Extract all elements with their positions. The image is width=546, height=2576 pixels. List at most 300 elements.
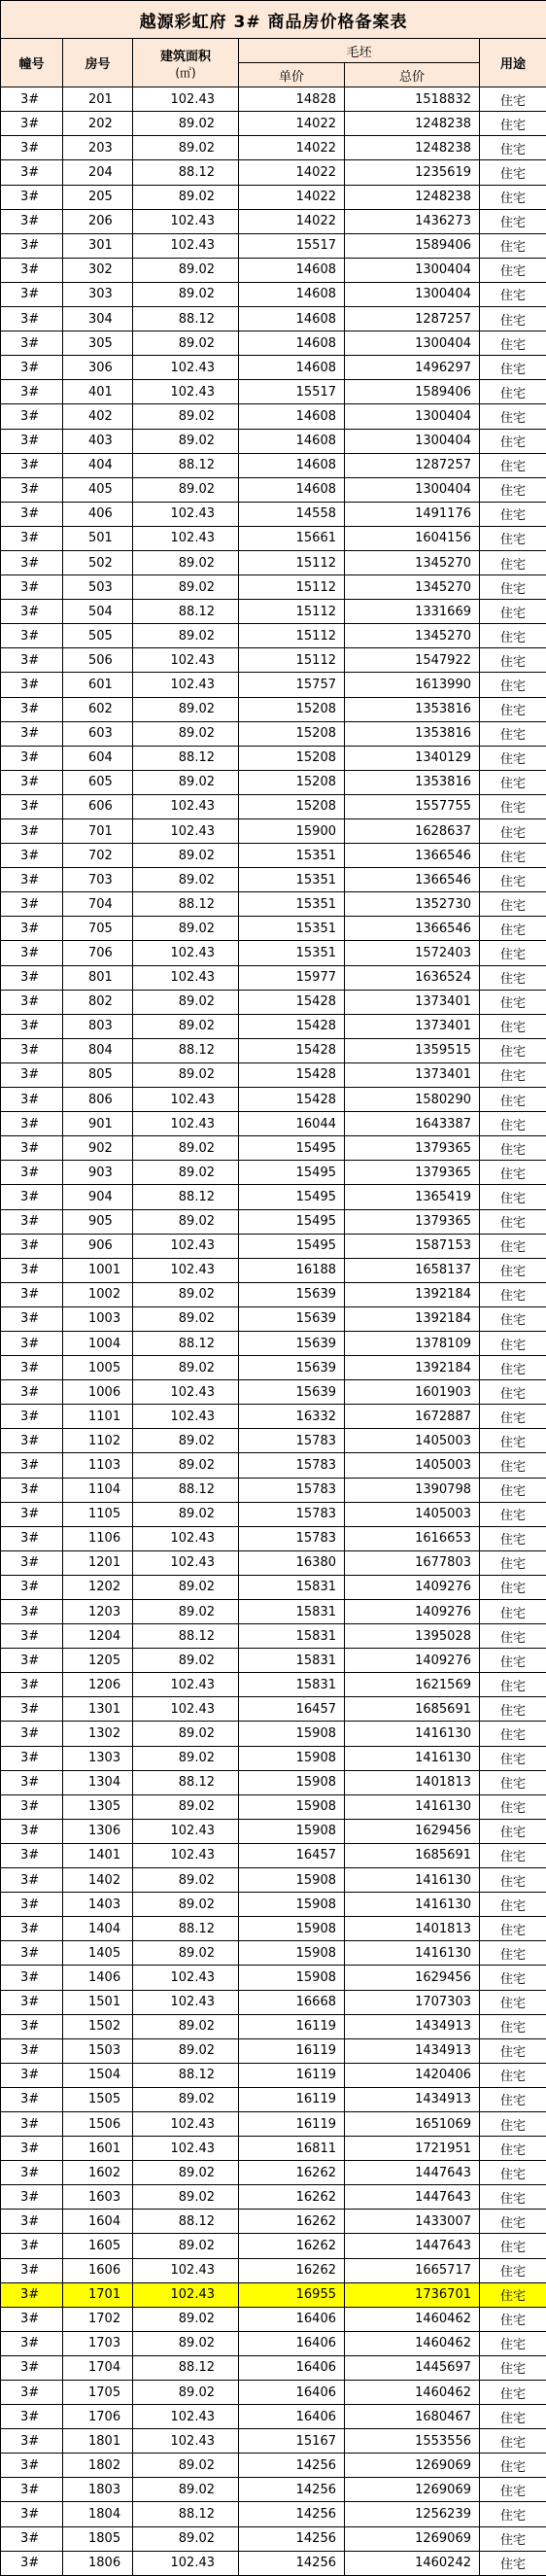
table-row bbox=[1, 356, 546, 380]
cell-total-price: 1665717 bbox=[345, 2258, 480, 2282]
cell-room: 204 bbox=[63, 160, 133, 185]
cell-building: 3# bbox=[1, 648, 63, 673]
cell-building: 3# bbox=[1, 1356, 63, 1380]
cell-room: 502 bbox=[63, 550, 133, 574]
cell-unit-price: 16262 bbox=[239, 2185, 345, 2210]
table-title: 越源彩虹府 3# 商品房价格备案表 bbox=[1, 1, 546, 39]
table-row bbox=[1, 819, 546, 844]
table-row bbox=[1, 1868, 546, 1893]
cell-total-price: 1677803 bbox=[345, 1550, 480, 1575]
cell-unit-price: 15208 bbox=[239, 794, 345, 818]
cell-area: 102.43 bbox=[133, 356, 239, 380]
cell-unit-price: 14022 bbox=[239, 160, 345, 185]
cell-building: 3# bbox=[1, 1770, 63, 1794]
cell-total-price: 1491176 bbox=[345, 502, 480, 526]
cell-area: 88.12 bbox=[133, 600, 239, 624]
cell-room: 404 bbox=[63, 453, 133, 477]
cell-area: 89.02 bbox=[133, 258, 239, 282]
cell-building: 3# bbox=[1, 1088, 63, 1112]
cell-building: 3# bbox=[1, 1258, 63, 1282]
cell-building: 3# bbox=[1, 2014, 63, 2038]
cell-total-price: 1587153 bbox=[345, 1234, 480, 1258]
cell-room: 702 bbox=[63, 844, 133, 868]
cell-room: 1303 bbox=[63, 1746, 133, 1770]
header-area-line1: 建筑面积 bbox=[133, 46, 238, 64]
cell-unit-price: 15783 bbox=[239, 1453, 345, 1478]
table-row bbox=[1, 1161, 546, 1185]
cell-area: 89.02 bbox=[133, 770, 239, 794]
table-row bbox=[1, 1234, 546, 1258]
cell-unit-price: 14608 bbox=[239, 307, 345, 331]
cell-area: 89.02 bbox=[133, 429, 239, 453]
cell-area: 102.43 bbox=[133, 1697, 239, 1722]
cell-room: 1103 bbox=[63, 1453, 133, 1478]
cell-total-price: 1628637 bbox=[345, 819, 480, 844]
cell-total-price: 1420406 bbox=[345, 2063, 480, 2087]
cell-unit-price: 15908 bbox=[239, 1941, 345, 1966]
cell-building: 3# bbox=[1, 1966, 63, 1990]
cell-room: 1203 bbox=[63, 1600, 133, 1624]
cell-total-price: 1373401 bbox=[345, 1014, 480, 1038]
table-row bbox=[1, 2137, 546, 2161]
cell-usage: 住宅 bbox=[480, 1697, 546, 1722]
cell-usage: 住宅 bbox=[480, 1380, 546, 1405]
table-row bbox=[1, 746, 546, 770]
cell-usage: 住宅 bbox=[480, 746, 546, 770]
cell-area: 89.02 bbox=[133, 2038, 239, 2063]
cell-usage: 住宅 bbox=[480, 429, 546, 453]
cell-total-price: 1378109 bbox=[345, 1331, 480, 1355]
cell-room: 1205 bbox=[63, 1649, 133, 1673]
cell-building: 3# bbox=[1, 697, 63, 721]
cell-unit-price: 16119 bbox=[239, 2014, 345, 2038]
cell-unit-price: 15908 bbox=[239, 1722, 345, 1746]
table-row bbox=[1, 624, 546, 648]
cell-unit-price: 15908 bbox=[239, 1770, 345, 1794]
table-row bbox=[1, 2526, 546, 2551]
cell-unit-price: 14256 bbox=[239, 2551, 345, 2575]
cell-usage: 住宅 bbox=[480, 1282, 546, 1306]
cell-unit-price: 15495 bbox=[239, 1136, 345, 1161]
cell-usage: 住宅 bbox=[480, 1356, 546, 1380]
cell-total-price: 1353816 bbox=[345, 697, 480, 721]
table-row bbox=[1, 794, 546, 818]
cell-unit-price: 15908 bbox=[239, 1868, 345, 1893]
cell-area: 89.02 bbox=[133, 1062, 239, 1087]
cell-total-price: 1395028 bbox=[345, 1624, 480, 1649]
cell-usage: 住宅 bbox=[480, 2063, 546, 2087]
cell-room: 606 bbox=[63, 794, 133, 818]
cell-area: 102.43 bbox=[133, 648, 239, 673]
cell-area: 88.12 bbox=[133, 1331, 239, 1355]
table-row bbox=[1, 1453, 546, 1478]
table-row bbox=[1, 1062, 546, 1087]
cell-building: 3# bbox=[1, 136, 63, 160]
cell-usage: 住宅 bbox=[480, 2137, 546, 2161]
cell-area: 89.02 bbox=[133, 2161, 239, 2185]
cell-usage: 住宅 bbox=[480, 575, 546, 600]
table-row bbox=[1, 429, 546, 453]
table-row bbox=[1, 673, 546, 697]
cell-area: 89.02 bbox=[133, 1868, 239, 1893]
table-row bbox=[1, 453, 546, 477]
cell-unit-price: 16406 bbox=[239, 2331, 345, 2355]
cell-building: 3# bbox=[1, 2038, 63, 2063]
table-row bbox=[1, 526, 546, 550]
cell-total-price: 1643387 bbox=[345, 1112, 480, 1136]
cell-building: 3# bbox=[1, 2355, 63, 2380]
cell-room: 804 bbox=[63, 1038, 133, 1062]
cell-area: 89.02 bbox=[133, 1893, 239, 1917]
cell-unit-price: 15351 bbox=[239, 844, 345, 868]
cell-room: 1803 bbox=[63, 2478, 133, 2502]
cell-total-price: 1287257 bbox=[345, 453, 480, 477]
header-room: 房号 bbox=[63, 39, 133, 87]
table-row bbox=[1, 136, 546, 160]
cell-usage: 住宅 bbox=[480, 1185, 546, 1209]
cell-room: 1603 bbox=[63, 2185, 133, 2210]
cell-total-price: 1616653 bbox=[345, 1526, 480, 1550]
cell-unit-price: 14608 bbox=[239, 453, 345, 477]
cell-usage: 住宅 bbox=[480, 1624, 546, 1649]
cell-area: 89.02 bbox=[133, 844, 239, 868]
table-row bbox=[1, 868, 546, 892]
cell-area: 89.02 bbox=[133, 477, 239, 502]
cell-unit-price: 15517 bbox=[239, 380, 345, 404]
cell-area: 89.02 bbox=[133, 185, 239, 209]
cell-area: 89.02 bbox=[133, 112, 239, 136]
cell-total-price: 1613990 bbox=[345, 673, 480, 697]
cell-total-price: 1300404 bbox=[345, 429, 480, 453]
cell-unit-price: 15351 bbox=[239, 892, 345, 917]
cell-area: 102.43 bbox=[133, 233, 239, 258]
cell-area: 89.02 bbox=[133, 2234, 239, 2258]
cell-room: 406 bbox=[63, 502, 133, 526]
cell-room: 1606 bbox=[63, 2258, 133, 2282]
cell-area: 102.43 bbox=[133, 1526, 239, 1550]
table-row bbox=[1, 1575, 546, 1599]
cell-area: 102.43 bbox=[133, 1990, 239, 2014]
cell-usage: 住宅 bbox=[480, 965, 546, 990]
cell-building: 3# bbox=[1, 233, 63, 258]
cell-room: 603 bbox=[63, 721, 133, 746]
cell-total-price: 1373401 bbox=[345, 1062, 480, 1087]
cell-building: 3# bbox=[1, 2429, 63, 2454]
cell-usage: 住宅 bbox=[480, 282, 546, 306]
cell-unit-price: 16188 bbox=[239, 1258, 345, 1282]
table-row bbox=[1, 2258, 546, 2282]
cell-unit-price: 16811 bbox=[239, 2137, 345, 2161]
cell-unit-price: 15831 bbox=[239, 1575, 345, 1599]
cell-room: 1104 bbox=[63, 1478, 133, 1502]
cell-room: 1302 bbox=[63, 1722, 133, 1746]
cell-unit-price: 14608 bbox=[239, 331, 345, 356]
cell-area: 89.02 bbox=[133, 575, 239, 600]
cell-total-price: 1300404 bbox=[345, 258, 480, 282]
cell-unit-price: 15831 bbox=[239, 1649, 345, 1673]
cell-room: 1506 bbox=[63, 2111, 133, 2136]
cell-area: 102.43 bbox=[133, 1088, 239, 1112]
cell-room: 1704 bbox=[63, 2355, 133, 2380]
cell-unit-price: 15783 bbox=[239, 1526, 345, 1550]
cell-total-price: 1447643 bbox=[345, 2161, 480, 2185]
table-row bbox=[1, 1697, 546, 1722]
cell-area: 89.02 bbox=[133, 1453, 239, 1478]
cell-usage: 住宅 bbox=[480, 721, 546, 746]
cell-usage: 住宅 bbox=[480, 2502, 546, 2526]
cell-room: 1101 bbox=[63, 1405, 133, 1429]
cell-building: 3# bbox=[1, 600, 63, 624]
cell-unit-price: 15208 bbox=[239, 697, 345, 721]
cell-unit-price: 15167 bbox=[239, 2429, 345, 2454]
table-row bbox=[1, 2014, 546, 2038]
table-row bbox=[1, 2478, 546, 2502]
cell-total-price: 1436273 bbox=[345, 209, 480, 233]
cell-unit-price: 15908 bbox=[239, 1893, 345, 1917]
cell-total-price: 1392184 bbox=[345, 1282, 480, 1306]
cell-building: 3# bbox=[1, 770, 63, 794]
cell-unit-price: 15517 bbox=[239, 233, 345, 258]
table-row bbox=[1, 1405, 546, 1429]
cell-area: 89.02 bbox=[133, 1575, 239, 1599]
table-row bbox=[1, 87, 546, 112]
cell-unit-price: 16119 bbox=[239, 2111, 345, 2136]
cell-area: 89.02 bbox=[133, 697, 239, 721]
cell-unit-price: 15112 bbox=[239, 550, 345, 574]
cell-total-price: 1553556 bbox=[345, 2429, 480, 2454]
cell-area: 102.43 bbox=[133, 1550, 239, 1575]
cell-area: 89.02 bbox=[133, 404, 239, 429]
cell-room: 503 bbox=[63, 575, 133, 600]
cell-room: 306 bbox=[63, 356, 133, 380]
cell-building: 3# bbox=[1, 2282, 63, 2307]
table-row bbox=[1, 331, 546, 356]
cell-building: 3# bbox=[1, 1014, 63, 1038]
cell-total-price: 1518832 bbox=[345, 87, 480, 112]
cell-usage: 住宅 bbox=[480, 160, 546, 185]
cell-usage: 住宅 bbox=[480, 258, 546, 282]
table-row bbox=[1, 892, 546, 917]
cell-room: 1305 bbox=[63, 1794, 133, 1819]
cell-room: 1806 bbox=[63, 2551, 133, 2575]
cell-area: 102.43 bbox=[133, 526, 239, 550]
cell-total-price: 1379365 bbox=[345, 1136, 480, 1161]
cell-room: 1105 bbox=[63, 1502, 133, 1526]
cell-building: 3# bbox=[1, 1478, 63, 1502]
cell-building: 3# bbox=[1, 1380, 63, 1405]
cell-room: 1402 bbox=[63, 1868, 133, 1893]
table-row bbox=[1, 941, 546, 965]
cell-usage: 住宅 bbox=[480, 2355, 546, 2380]
cell-total-price: 1352730 bbox=[345, 892, 480, 917]
cell-room: 1801 bbox=[63, 2429, 133, 2454]
cell-area: 89.02 bbox=[133, 2454, 239, 2478]
cell-room: 1301 bbox=[63, 1697, 133, 1722]
cell-total-price: 1416130 bbox=[345, 1722, 480, 1746]
cell-total-price: 1401813 bbox=[345, 1770, 480, 1794]
cell-usage: 住宅 bbox=[480, 1429, 546, 1453]
cell-total-price: 1416130 bbox=[345, 1893, 480, 1917]
cell-building: 3# bbox=[1, 87, 63, 112]
cell-total-price: 1460462 bbox=[345, 2307, 480, 2331]
cell-unit-price: 15639 bbox=[239, 1356, 345, 1380]
cell-usage: 住宅 bbox=[480, 2210, 546, 2234]
cell-total-price: 1658137 bbox=[345, 1258, 480, 1282]
cell-usage: 住宅 bbox=[480, 1746, 546, 1770]
cell-area: 89.02 bbox=[133, 2331, 239, 2355]
cell-room: 1401 bbox=[63, 1843, 133, 1867]
cell-unit-price: 15112 bbox=[239, 600, 345, 624]
cell-room: 1106 bbox=[63, 1526, 133, 1550]
cell-building: 3# bbox=[1, 1405, 63, 1429]
cell-room: 1706 bbox=[63, 2405, 133, 2429]
cell-unit-price: 15783 bbox=[239, 1478, 345, 1502]
cell-unit-price: 16332 bbox=[239, 1405, 345, 1429]
cell-room: 1502 bbox=[63, 2014, 133, 2038]
cell-usage: 住宅 bbox=[480, 1478, 546, 1502]
cell-unit-price: 15495 bbox=[239, 1209, 345, 1234]
cell-room: 1705 bbox=[63, 2381, 133, 2405]
cell-room: 703 bbox=[63, 868, 133, 892]
cell-area: 102.43 bbox=[133, 1966, 239, 1990]
table-row bbox=[1, 1331, 546, 1355]
cell-area: 88.12 bbox=[133, 1185, 239, 1209]
cell-room: 1802 bbox=[63, 2454, 133, 2478]
cell-building: 3# bbox=[1, 356, 63, 380]
cell-building: 3# bbox=[1, 282, 63, 306]
cell-room: 305 bbox=[63, 331, 133, 356]
cell-building: 3# bbox=[1, 673, 63, 697]
cell-unit-price: 16406 bbox=[239, 2405, 345, 2429]
cell-usage: 住宅 bbox=[480, 2429, 546, 2454]
cell-unit-price: 14256 bbox=[239, 2502, 345, 2526]
header-building: 幢号 bbox=[1, 39, 63, 87]
cell-total-price: 1629456 bbox=[345, 1819, 480, 1843]
cell-room: 505 bbox=[63, 624, 133, 648]
cell-usage: 住宅 bbox=[480, 1550, 546, 1575]
cell-room: 1206 bbox=[63, 1673, 133, 1697]
cell-area: 89.02 bbox=[133, 1746, 239, 1770]
cell-area: 88.12 bbox=[133, 160, 239, 185]
cell-building: 3# bbox=[1, 1917, 63, 1941]
cell-room: 1503 bbox=[63, 2038, 133, 2063]
cell-room: 901 bbox=[63, 1112, 133, 1136]
cell-usage: 住宅 bbox=[480, 136, 546, 160]
cell-room: 504 bbox=[63, 600, 133, 624]
table-row bbox=[1, 185, 546, 209]
table-row bbox=[1, 282, 546, 306]
cell-room: 602 bbox=[63, 697, 133, 721]
cell-usage: 住宅 bbox=[480, 2161, 546, 2185]
table-row bbox=[1, 1550, 546, 1575]
cell-building: 3# bbox=[1, 1624, 63, 1649]
cell-usage: 住宅 bbox=[480, 1209, 546, 1234]
cell-unit-price: 15908 bbox=[239, 1794, 345, 1819]
cell-area: 88.12 bbox=[133, 892, 239, 917]
cell-total-price: 1460462 bbox=[345, 2381, 480, 2405]
cell-room: 1504 bbox=[63, 2063, 133, 2087]
cell-room: 705 bbox=[63, 917, 133, 941]
cell-total-price: 1390798 bbox=[345, 1478, 480, 1502]
cell-building: 3# bbox=[1, 1941, 63, 1966]
cell-area: 89.02 bbox=[133, 1502, 239, 1526]
cell-usage: 住宅 bbox=[480, 356, 546, 380]
cell-usage: 住宅 bbox=[480, 307, 546, 331]
header-usage: 用途 bbox=[480, 39, 546, 87]
cell-room: 1805 bbox=[63, 2526, 133, 2551]
cell-unit-price: 15112 bbox=[239, 648, 345, 673]
table-row bbox=[1, 965, 546, 990]
cell-usage: 住宅 bbox=[480, 1941, 546, 1966]
cell-usage: 住宅 bbox=[480, 819, 546, 844]
cell-room: 805 bbox=[63, 1062, 133, 1087]
cell-unit-price: 15351 bbox=[239, 868, 345, 892]
cell-usage: 住宅 bbox=[480, 233, 546, 258]
table-row bbox=[1, 258, 546, 282]
header-total-price: 总价 bbox=[345, 63, 480, 87]
table-row bbox=[1, 2331, 546, 2355]
cell-building: 3# bbox=[1, 1600, 63, 1624]
table-row bbox=[1, 2307, 546, 2331]
cell-total-price: 1496297 bbox=[345, 356, 480, 380]
table-body bbox=[1, 87, 546, 2576]
table-row bbox=[1, 1941, 546, 1966]
cell-total-price: 1434913 bbox=[345, 2014, 480, 2038]
cell-usage: 住宅 bbox=[480, 990, 546, 1014]
cell-building: 3# bbox=[1, 1234, 63, 1258]
cell-room: 1605 bbox=[63, 2234, 133, 2258]
cell-room: 801 bbox=[63, 965, 133, 990]
cell-area: 102.43 bbox=[133, 1843, 239, 1867]
cell-unit-price: 15495 bbox=[239, 1161, 345, 1185]
cell-usage: 住宅 bbox=[480, 1526, 546, 1550]
cell-total-price: 1331669 bbox=[345, 600, 480, 624]
cell-total-price: 1416130 bbox=[345, 1746, 480, 1770]
cell-usage: 住宅 bbox=[480, 2381, 546, 2405]
cell-unit-price: 15639 bbox=[239, 1380, 345, 1405]
cell-room: 704 bbox=[63, 892, 133, 917]
cell-building: 3# bbox=[1, 917, 63, 941]
cell-unit-price: 14828 bbox=[239, 87, 345, 112]
cell-total-price: 1353816 bbox=[345, 770, 480, 794]
table-row bbox=[1, 2282, 546, 2307]
cell-area: 88.12 bbox=[133, 1478, 239, 1502]
cell-total-price: 1547922 bbox=[345, 648, 480, 673]
cell-building: 3# bbox=[1, 1722, 63, 1746]
cell-room: 1403 bbox=[63, 1893, 133, 1917]
cell-room: 605 bbox=[63, 770, 133, 794]
cell-total-price: 1300404 bbox=[345, 282, 480, 306]
cell-usage: 住宅 bbox=[480, 112, 546, 136]
cell-unit-price: 15208 bbox=[239, 770, 345, 794]
cell-total-price: 1248238 bbox=[345, 136, 480, 160]
cell-area: 89.02 bbox=[133, 1306, 239, 1331]
table-row bbox=[1, 721, 546, 746]
cell-area: 102.43 bbox=[133, 794, 239, 818]
cell-total-price: 1366546 bbox=[345, 844, 480, 868]
cell-building: 3# bbox=[1, 844, 63, 868]
cell-area: 102.43 bbox=[133, 380, 239, 404]
cell-usage: 住宅 bbox=[480, 331, 546, 356]
cell-usage: 住宅 bbox=[480, 2478, 546, 2502]
table-row bbox=[1, 2429, 546, 2454]
cell-area: 89.02 bbox=[133, 1209, 239, 1234]
table-row bbox=[1, 990, 546, 1014]
cell-usage: 住宅 bbox=[480, 1673, 546, 1697]
cell-unit-price: 15428 bbox=[239, 1062, 345, 1087]
cell-usage: 住宅 bbox=[480, 1405, 546, 1429]
cell-building: 3# bbox=[1, 1038, 63, 1062]
